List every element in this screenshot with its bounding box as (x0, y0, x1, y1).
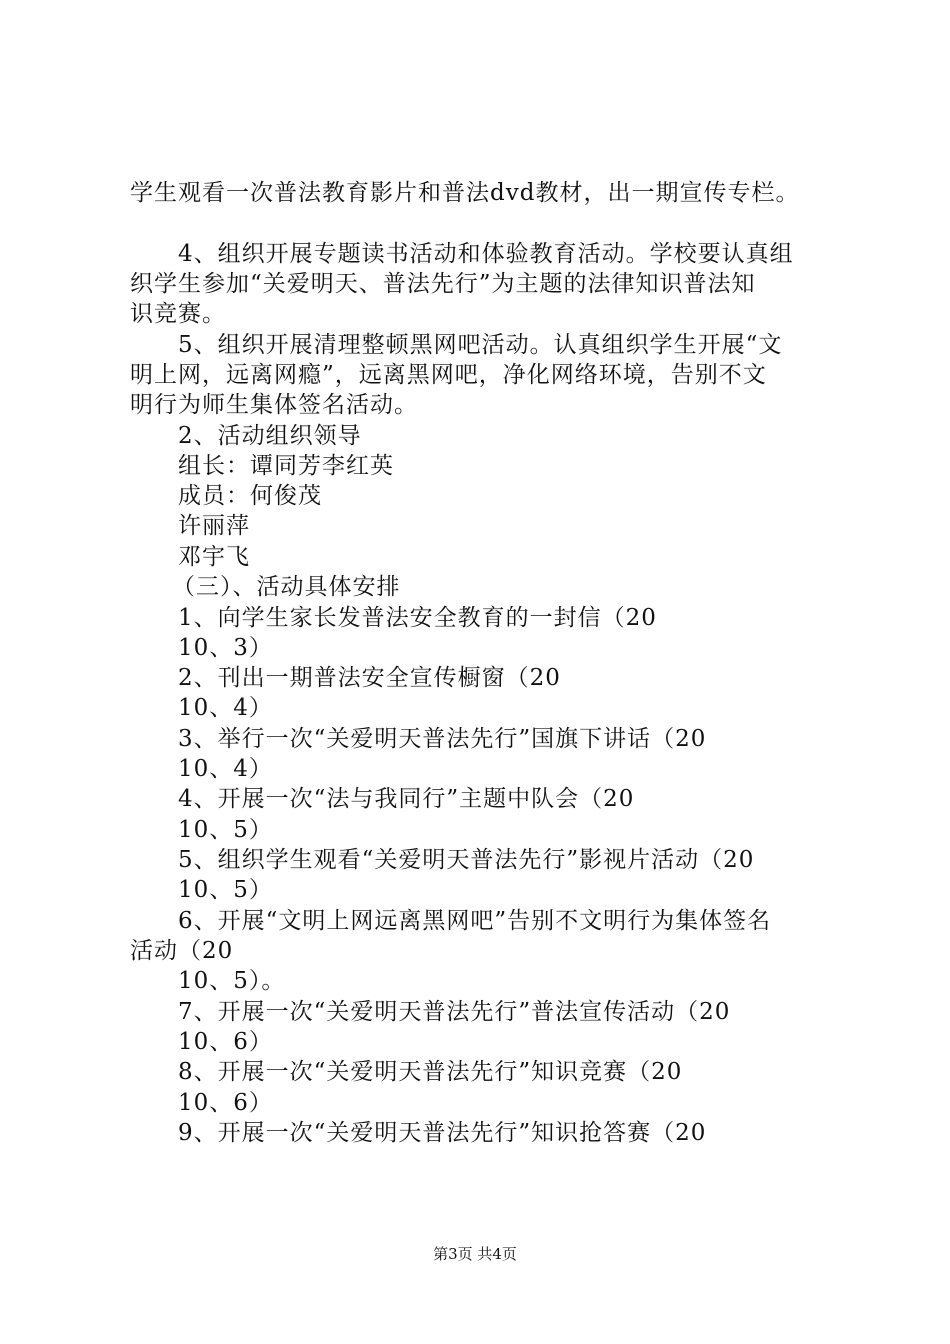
text-line-31: 9、开展一次“关爱明天普法先行”知识抢答赛（20 (178, 1120, 707, 1146)
text-line-23: 10、5） (178, 877, 273, 903)
text-line-10: 成员：何俊茂 (178, 483, 322, 509)
text-line-2: 4、组织开展专题读书活动和体验教育活动。学校要认真组 (178, 241, 794, 267)
text-line-11: 许丽萍 (178, 513, 250, 539)
page-footer: 第3页 共4页 (433, 1245, 517, 1263)
text-line-16: 2、刊出一期普法安全宣传橱窗（20 (178, 665, 561, 691)
text-line-14: 1、向学生家长发普法安全教育的一封信（20 (178, 605, 657, 631)
text-line-20: 4、开展一次“法与我同行”主题中队会（20 (178, 786, 635, 812)
text-line-19: 10、4） (178, 756, 273, 782)
text-line-7: 明行为师生集体签名活动。 (130, 392, 418, 418)
text-line-13: （三）、活动具体安排 (172, 574, 401, 600)
text-line-5: 5、组织开展清理整顿黑网吧活动。认真组织学生开展“文 (178, 332, 783, 358)
text-line-21: 10、5） (178, 817, 273, 843)
text-line-6: 明上网，远离网瘾”，远离黑网吧，净化网络环境，告别不文 (130, 362, 767, 388)
text-line-25: 活动（20 (130, 938, 234, 964)
text-line-9: 组长：谭同芳李红英 (178, 453, 394, 479)
text-line-18: 3、举行一次“关爱明天普法先行”国旗下讲话（20 (178, 726, 707, 752)
text-line-30: 10、6） (178, 1090, 273, 1116)
text-line-8: 2、活动组织领导 (178, 423, 362, 449)
text-line-24: 6、开展“文明上网远离黑网吧”告别不文明行为集体签名 (178, 908, 772, 934)
text-line-17: 10、4） (178, 695, 273, 721)
text-line-4: 识竞赛。 (130, 301, 226, 327)
text-line-1: 学生观看一次普法教育影片和普法dvd教材，出一期宣传专栏。 (130, 180, 800, 206)
text-line-12: 邓宇飞 (178, 544, 250, 570)
text-line-3: 织学生参加“关爱明天、普法先行”为主题的法律知识普法知 (130, 271, 756, 297)
text-line-26: 10、5）。 (178, 968, 286, 994)
text-line-28: 10、6） (178, 1029, 273, 1055)
text-line-22: 5、组织学生观看“关爱明天普法先行”影视片活动（20 (178, 847, 755, 873)
text-line-27: 7、开展一次“关爱明天普法先行”普法宣传活动（20 (178, 999, 731, 1025)
text-line-29: 8、开展一次“关爱明天普法先行”知识竞赛（20 (178, 1059, 683, 1085)
text-line-15: 10、3） (178, 635, 273, 661)
